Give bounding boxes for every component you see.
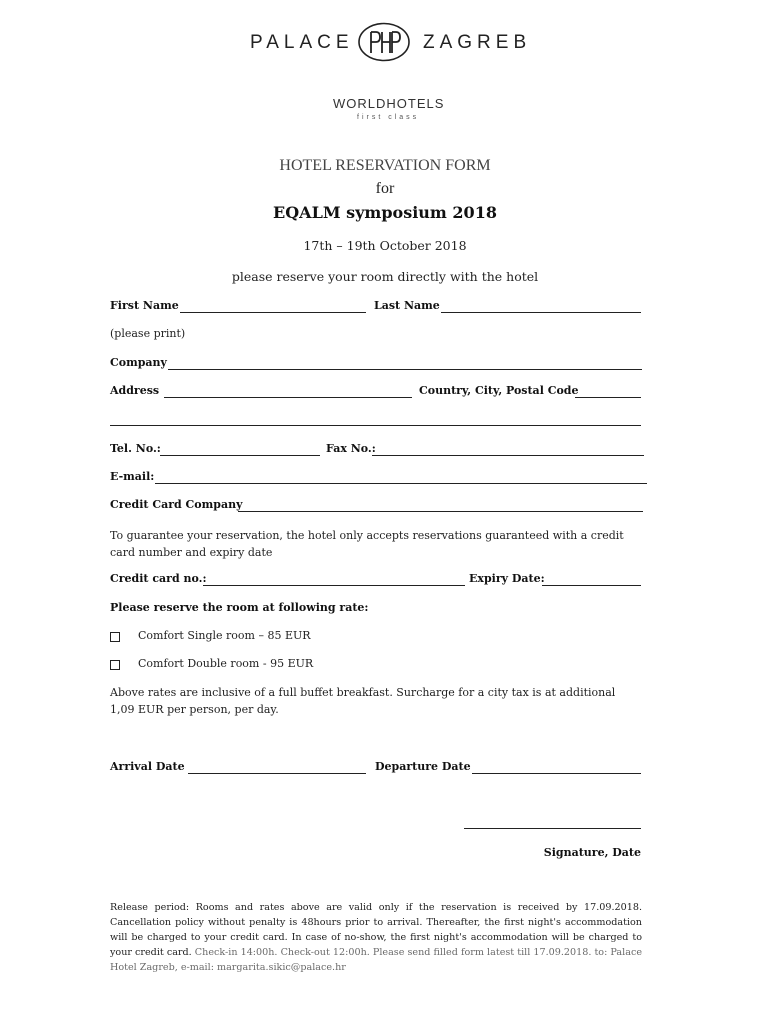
worldhotels-logo: WORLDHOTELS xyxy=(333,96,445,111)
tel-field[interactable] xyxy=(160,455,320,456)
double-room-option: Comfort Double room - 95 EUR xyxy=(138,657,314,670)
company-field[interactable] xyxy=(168,369,642,370)
address-field[interactable] xyxy=(164,397,412,398)
address-field-line2[interactable] xyxy=(110,425,641,426)
release-contact-text: Check-in 14:00h. Check-out 12:00h. Please send filled form latest till 17.09.2018. to: Palace Hotel Zagreb, e-mail: margarita.sikic@palace.hr xyxy=(110,947,642,973)
credit-card-number-label: Credit card no.: xyxy=(110,572,207,585)
last-name-field[interactable] xyxy=(441,312,641,313)
guarantee-text: To guarantee your reservation, the hotel only accepts reservations guaranteed with a credit card number and expiry date xyxy=(110,529,624,559)
country-city-postal-field[interactable] xyxy=(575,397,641,398)
please-print-note: (please print) xyxy=(110,327,186,340)
event-title: EQALM symposium 2018 xyxy=(273,203,497,222)
email-field[interactable] xyxy=(155,483,647,484)
release-policy-text: Release period: Rooms and rates above are valid only if the reservation is received by 17.09.2018. Cancellation policy without penalty is 48hours prior to arrival. Thereafter, the first night's accommodation will be charged to your credit card. In case of no-show, the first night's accommodation will be charged to your credit card. xyxy=(110,902,642,958)
country-city-postal-label: Country, City, Postal Code xyxy=(419,384,579,397)
first-name-field[interactable] xyxy=(180,312,366,313)
rates-note-line2: 1,09 EUR per person, per day. xyxy=(110,703,279,716)
credit-card-company-label: Credit Card Company xyxy=(110,498,243,511)
double-room-checkbox[interactable] xyxy=(110,660,120,670)
address-label: Address xyxy=(110,384,160,397)
first-name-label: First Name xyxy=(110,299,179,312)
rates-note-line1: Above rates are inclusive of a full buffet breakfast. Surcharge for a city tax is at additional xyxy=(110,686,616,699)
worldhotels-tagline: first class xyxy=(357,114,420,121)
signature-field[interactable] xyxy=(464,828,641,829)
departure-date-field[interactable] xyxy=(472,773,641,774)
fax-field[interactable] xyxy=(372,455,644,456)
expiry-date-label: Expiry Date: xyxy=(469,572,545,585)
form-title-for: for xyxy=(375,180,395,197)
last-name-label: Last Name xyxy=(374,299,440,312)
release-period-text xyxy=(110,900,642,975)
arrival-date-label: Arrival Date xyxy=(110,760,185,773)
fax-label: Fax No.: xyxy=(326,442,376,455)
hotel-monogram-logo xyxy=(357,22,411,62)
expiry-date-field[interactable] xyxy=(542,585,641,586)
company-label: Company xyxy=(110,356,167,369)
departure-date-label: Departure Date xyxy=(375,760,471,773)
signature-date-label: Signature, Date xyxy=(543,846,641,859)
credit-card-number-field[interactable] xyxy=(203,585,465,586)
logo-text-left: PALACE xyxy=(250,32,354,53)
credit-card-company-field[interactable] xyxy=(238,511,643,512)
form-title: HOTEL RESERVATION FORM xyxy=(279,157,491,174)
rate-heading: Please reserve the room at following rate: xyxy=(110,601,369,614)
arrival-date-field[interactable] xyxy=(188,773,366,774)
event-dates: 17th – 19th October 2018 xyxy=(303,238,467,253)
reservation-instruction: please reserve your room directly with the hotel xyxy=(231,269,539,284)
single-room-option: Comfort Single room – 85 EUR xyxy=(138,629,311,642)
tel-label: Tel. No.: xyxy=(110,442,161,455)
email-label: E-mail: xyxy=(110,470,155,483)
single-room-checkbox[interactable] xyxy=(110,632,120,642)
logo-text-right: ZAGREB xyxy=(423,32,532,53)
